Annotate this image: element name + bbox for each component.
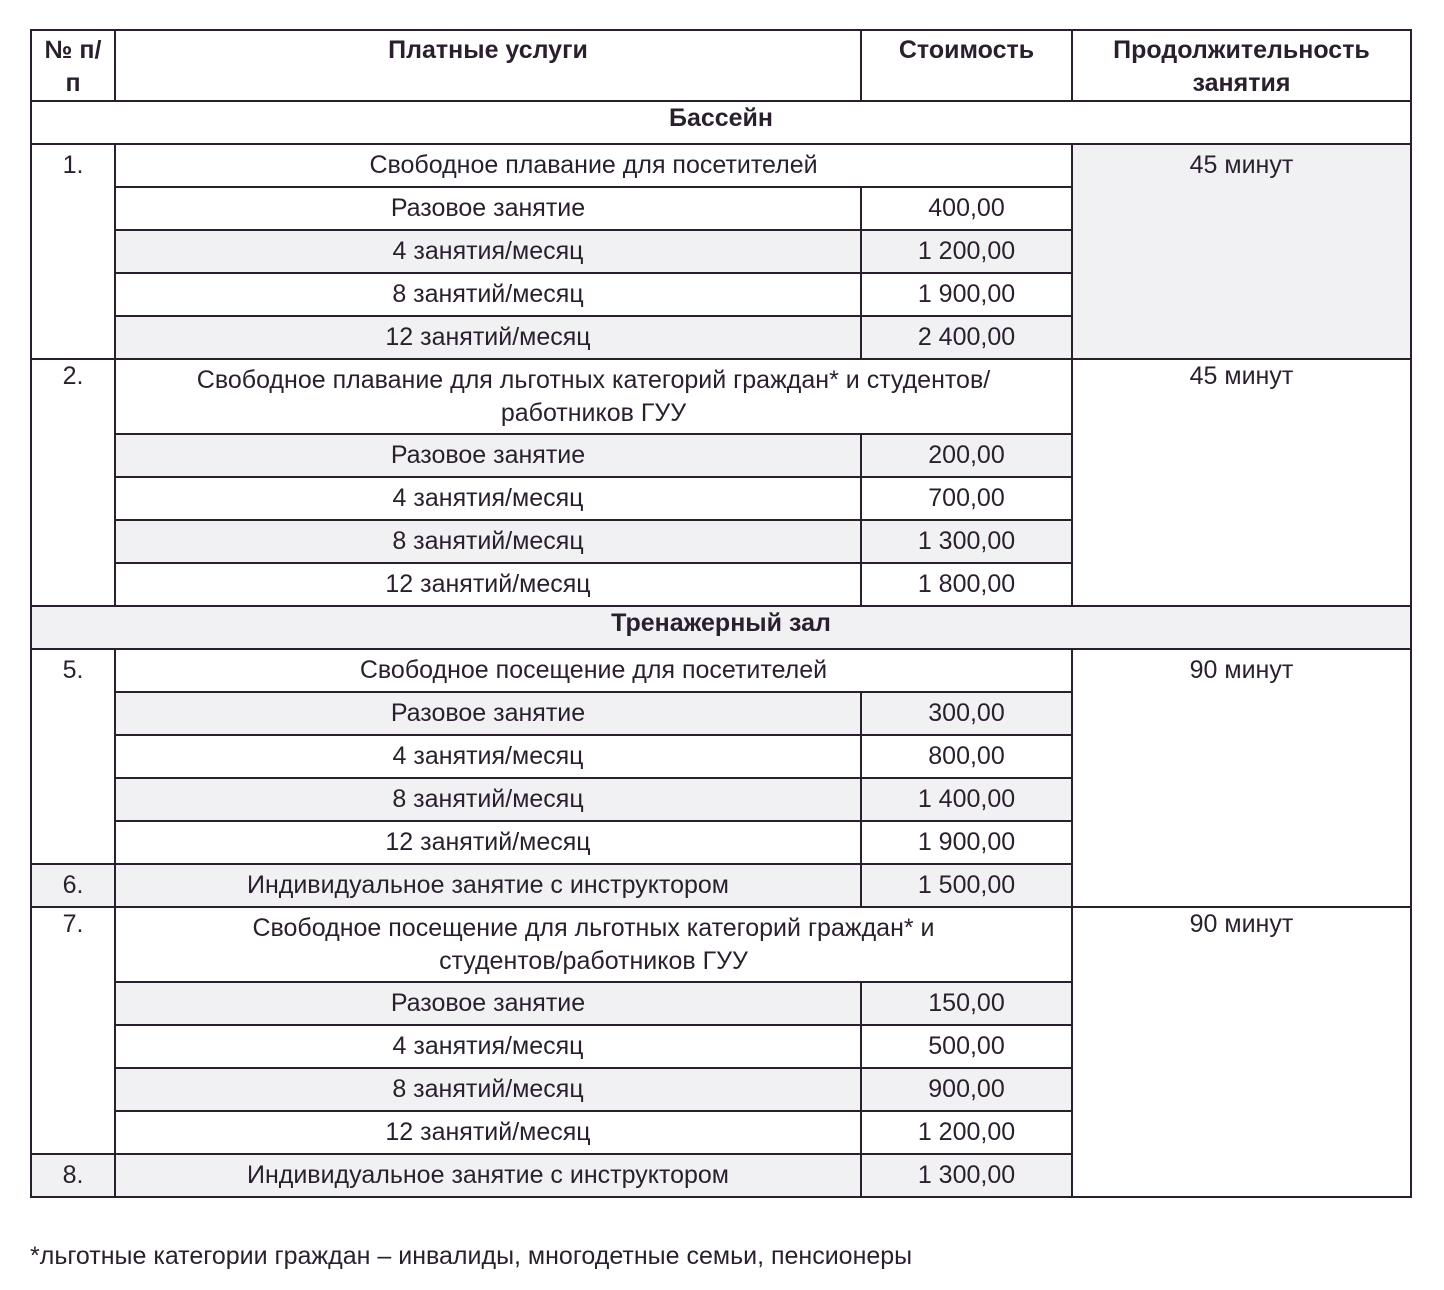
group-header-row: [31, 907, 1411, 982]
group-header-row: [31, 649, 1411, 692]
row-number: 1.: [31, 144, 115, 359]
price-cell: 900,00: [861, 1068, 1072, 1111]
price-cell: 1 200,00: [861, 1111, 1072, 1154]
service-cell: 8 занятий/месяц: [115, 520, 861, 563]
row-number: 8.: [31, 1154, 115, 1197]
service-cell: Разовое занятие: [115, 692, 861, 735]
section-title: Тренажерный зал: [31, 606, 1411, 649]
group-title: Свободное плавание для посетителей: [115, 144, 1072, 187]
price-cell: 800,00: [861, 735, 1072, 778]
table-header-row: [31, 30, 1411, 101]
service-cell: 12 занятий/месяц: [115, 1111, 861, 1154]
price-cell: 1 800,00: [861, 563, 1072, 606]
service-cell: Разовое занятие: [115, 187, 861, 230]
service-cell: 4 занятия/месяц: [115, 477, 861, 520]
price-cell: 400,00: [861, 187, 1072, 230]
row-number: 6.: [31, 864, 115, 907]
service-cell: 8 занятий/месяц: [115, 1068, 861, 1111]
duration-cell: 45 минут: [1072, 359, 1411, 606]
group-title: Свободное посещение для посетителей: [115, 649, 1072, 692]
section-row-gym: [31, 606, 1411, 649]
price-cell: 500,00: [861, 1025, 1072, 1068]
header-num: № п/п: [31, 30, 115, 101]
group-header-row: [31, 359, 1411, 434]
group-title: Свободное плавание для льготных категорий граждан* и студентов/работников ГУУ: [115, 359, 1072, 434]
service-cell: Разовое занятие: [115, 982, 861, 1025]
duration-cell: 90 минут: [1072, 907, 1411, 1197]
service-cell: 12 занятий/месяц: [115, 821, 861, 864]
price-cell: 200,00: [861, 434, 1072, 477]
row-number: 5.: [31, 649, 115, 864]
price-cell: 300,00: [861, 692, 1072, 735]
row-number: 2.: [31, 359, 115, 606]
price-cell: 1 500,00: [861, 864, 1072, 907]
section-title: Бассейн: [31, 101, 1411, 144]
service-cell: 4 занятия/месяц: [115, 230, 861, 273]
group-header-row: [31, 144, 1411, 187]
service-cell: Разовое занятие: [115, 434, 861, 477]
footnote: *льготные категории граждан – инвалиды, многодетные семьи, пенсионеры: [30, 1242, 913, 1270]
header-price: Стоимость: [861, 30, 1072, 101]
service-cell: 8 занятий/месяц: [115, 778, 861, 821]
service-cell: Индивидуальное занятие с инструктором: [115, 864, 861, 907]
price-table: [30, 29, 1412, 1198]
duration-cell: 45 минут: [1072, 144, 1411, 359]
price-cell: 1 300,00: [861, 520, 1072, 563]
section-row-pool: [31, 101, 1411, 144]
price-cell: 1 300,00: [861, 1154, 1072, 1197]
row-number: 7.: [31, 907, 115, 1154]
header-duration: Продолжительность занятия: [1072, 30, 1411, 101]
price-cell: 2 400,00: [861, 316, 1072, 359]
header-service: Платные услуги: [115, 30, 861, 101]
price-cell: 1 200,00: [861, 230, 1072, 273]
price-cell: 150,00: [861, 982, 1072, 1025]
service-cell: 12 занятий/месяц: [115, 563, 861, 606]
group-title: Свободное посещение для льготных категорий граждан* и студентов/работников ГУУ: [115, 907, 1072, 982]
service-cell: 12 занятий/месяц: [115, 316, 861, 359]
duration-cell: 90 минут: [1072, 649, 1411, 907]
service-cell: 4 занятия/месяц: [115, 735, 861, 778]
price-cell: 1 400,00: [861, 778, 1072, 821]
price-cell: 700,00: [861, 477, 1072, 520]
price-cell: 1 900,00: [861, 821, 1072, 864]
service-cell: 4 занятия/месяц: [115, 1025, 861, 1068]
service-cell: 8 занятий/месяц: [115, 273, 861, 316]
service-cell: Индивидуальное занятие с инструктором: [115, 1154, 861, 1197]
price-cell: 1 900,00: [861, 273, 1072, 316]
